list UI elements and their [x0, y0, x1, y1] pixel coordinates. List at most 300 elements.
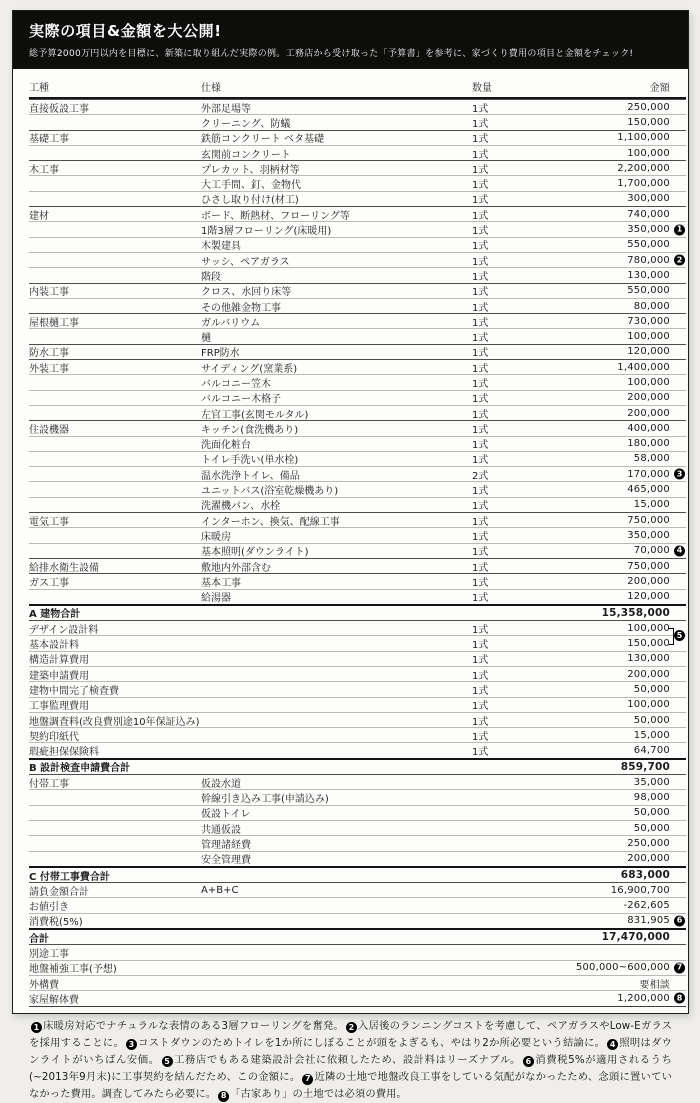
marker-cell: [670, 821, 686, 835]
amount-cell: 730,000: [627, 315, 670, 327]
marker-cell: [670, 131, 686, 145]
marker-cell: [670, 836, 686, 850]
work-type-cell: 屋根樋工事: [29, 317, 79, 329]
quantity-cell: 1式: [472, 455, 489, 467]
table-body: [29, 99, 686, 1007]
amount-cell: 58,000: [633, 453, 670, 465]
amount-cell: 要相談: [639, 979, 670, 991]
work-type-cell: A 建物合計: [29, 609, 81, 621]
amount-cell: 16,900,700: [610, 884, 670, 896]
marker-cell: [670, 375, 686, 389]
footnote-marker-4: 4: [607, 1039, 618, 1050]
quantity-cell: 1式: [472, 256, 489, 268]
marker-cell: [670, 100, 686, 114]
spec-cell: 給湯器: [201, 593, 231, 605]
note-marker-1: 1: [674, 224, 685, 235]
quantity-cell: 1式: [472, 547, 489, 559]
note-marker-7: 7: [674, 962, 685, 973]
amount-cell: 150,000: [627, 638, 670, 650]
marker-cell: [670, 713, 686, 727]
marker-cell: [670, 868, 686, 882]
amount-cell: 120,000: [627, 591, 670, 603]
spec-cell: バルコニー木格子: [201, 394, 281, 406]
marker-cell: [670, 852, 686, 866]
amount-cell: 683,000: [620, 868, 670, 881]
footnote-marker-3: 3: [126, 1039, 137, 1050]
magazine-page: [12, 10, 689, 1101]
col-header-work-type: 工種: [29, 83, 49, 94]
table-row: [29, 681, 686, 696]
table-row: [29, 191, 686, 206]
footnote-marker-5: 5: [162, 1056, 173, 1067]
marker-cell: [670, 961, 686, 975]
quantity-cell: 1式: [472, 440, 489, 452]
quantity-cell: 1式: [472, 685, 489, 697]
work-type-cell: 基本設計料: [29, 640, 79, 652]
work-type-cell: 木工事: [29, 164, 59, 176]
work-type-cell: 工事監理費用: [29, 701, 89, 713]
table-row: [29, 512, 686, 527]
spec-cell: クロス、水回り床等: [201, 287, 292, 299]
amount-cell: 780,000: [627, 254, 670, 266]
table-row: [29, 558, 686, 573]
marker-cell: [670, 544, 686, 558]
spec-cell: 階段: [201, 271, 221, 283]
quantity-cell: 1式: [472, 593, 489, 605]
table-row: [29, 882, 686, 897]
table-row: [29, 451, 686, 466]
work-type-cell: B 設計検査申請費合計: [29, 763, 131, 775]
table-row: [29, 267, 686, 282]
page-title: 実際の項目&金額を大公開!: [29, 22, 222, 40]
work-type-cell: デザイン設計料: [29, 624, 99, 636]
amount-cell: -262,605: [623, 900, 670, 912]
quantity-cell: 1式: [472, 562, 489, 574]
spec-cell: 1階3層フローリング(床暖用): [201, 226, 332, 238]
marker-cell: [670, 253, 686, 267]
amount-cell: 1,700,000: [617, 178, 670, 190]
marker-cell: [670, 760, 686, 774]
quantity-cell: 1式: [472, 670, 489, 682]
note-marker-2: 2: [674, 255, 685, 266]
amount-cell: 15,000: [633, 729, 670, 741]
work-type-cell: 防水工事: [29, 348, 69, 360]
note-marker-5: 5: [674, 630, 685, 641]
footnote-marker-1: 1: [31, 1022, 42, 1033]
table-row: [29, 237, 686, 252]
marker-cell: [670, 467, 686, 481]
amount-cell: 200,000: [627, 407, 670, 419]
amount-cell: 100,000: [627, 622, 670, 634]
work-type-cell: 建物中間完了検査費: [29, 685, 119, 697]
marker-cell: [670, 115, 686, 129]
quantity-cell: 1式: [472, 516, 489, 528]
table-row: [29, 960, 686, 975]
work-type-cell: 外構費: [29, 979, 59, 991]
marker-cell: [670, 930, 686, 944]
amount-cell: 200,000: [627, 853, 670, 865]
spec-cell: 外部足場等: [201, 103, 251, 115]
marker-cell: [670, 914, 686, 928]
amount-cell: 2,200,000: [617, 162, 670, 174]
work-type-cell: 直接仮設工事: [29, 103, 89, 115]
quantity-cell: 1式: [472, 317, 489, 329]
marker-cell: [670, 452, 686, 466]
work-type-cell: 地盤調査料(改良費別途10年保証込み): [29, 716, 200, 728]
quantity-cell: 1式: [472, 363, 489, 375]
table-row: [29, 897, 686, 912]
spec-cell: ユニットバス(浴室乾燥機あり): [201, 486, 339, 498]
marker-cell: [670, 421, 686, 435]
table-row: [29, 420, 686, 435]
work-type-cell: 建築申請費用: [29, 670, 89, 682]
table-row: [29, 497, 686, 512]
quantity-cell: 1式: [472, 640, 489, 652]
table-row: [29, 620, 686, 640]
spec-cell: 基本工事: [201, 577, 241, 589]
quantity-cell: 1式: [472, 731, 489, 743]
table-row: [29, 666, 686, 681]
table-row: [29, 944, 686, 959]
amount-cell: 500,000~600,000: [575, 962, 670, 974]
amount-cell: 1,400,000: [617, 361, 670, 373]
work-type-cell: 内装工事: [29, 287, 69, 299]
footnote-marker-2: 2: [346, 1022, 357, 1033]
marker-cell: [670, 743, 686, 757]
quantity-cell: 1式: [472, 271, 489, 283]
spec-cell: クリーニング、防蟻: [201, 118, 291, 130]
quantity-cell: 1式: [472, 379, 489, 390]
amount-cell: 98,000: [633, 792, 670, 803]
marker-cell: [670, 329, 686, 343]
table-row: [29, 789, 686, 804]
marker-cell: [670, 574, 686, 588]
note-marker-3: 3: [674, 469, 685, 480]
marker-cell: [670, 360, 686, 374]
amount-cell: 50,000: [633, 683, 670, 695]
amount-cell: 250,000: [627, 837, 670, 849]
spec-cell: プレカット、羽柄材等: [201, 164, 300, 176]
table-row: [29, 727, 686, 742]
marker-cell: [670, 976, 686, 990]
work-type-cell: 地盤補強工事(予想): [29, 964, 117, 976]
quantity-cell: 1式: [472, 486, 489, 498]
amount-cell: 550,000: [627, 239, 670, 251]
footnote-marker-8: 8: [218, 1091, 229, 1102]
amount-cell: 100,000: [627, 376, 670, 388]
quantity-cell: 1式: [472, 180, 489, 192]
table-row: [29, 928, 686, 944]
work-type-cell: 家屋解体費: [29, 994, 79, 1006]
table-row: [29, 466, 686, 481]
marker-cell: [670, 146, 686, 160]
table-row: [29, 774, 686, 789]
spec-cell: 管理諸経費: [201, 839, 251, 851]
quantity-cell: 1式: [472, 655, 489, 667]
spec-cell: 木製建具: [201, 241, 241, 253]
spec-cell: 鉄筋コンクリート ベタ基礎: [201, 134, 324, 146]
marker-cell: [670, 636, 686, 650]
marker-cell: [670, 176, 686, 190]
spec-cell: その他雑金物工事: [201, 302, 281, 314]
quantity-cell: 1式: [472, 747, 489, 759]
marker-cell: [670, 482, 686, 496]
amount-cell: 130,000: [627, 269, 670, 281]
marker-cell: [670, 222, 686, 236]
col-header-marker-gutter: [670, 73, 686, 94]
marker-cell: [670, 391, 686, 405]
work-type-cell: 住設機器: [29, 424, 69, 436]
spec-cell: サッシ、ペアガラス: [201, 256, 290, 268]
spec-cell: 仮設トイレ: [201, 809, 251, 821]
spec-cell: バルコニー笠木: [201, 379, 271, 390]
table-row: [29, 481, 686, 496]
marker-cell: [670, 559, 686, 573]
table-row: [29, 742, 686, 757]
amount-cell: 35,000: [633, 776, 670, 788]
amount-cell: 1,100,000: [617, 132, 670, 144]
table-row: [29, 344, 686, 359]
table-row: [29, 145, 686, 160]
amount-cell: 740,000: [627, 208, 670, 220]
table-row: [29, 805, 686, 820]
work-type-cell: 付帯工事: [29, 778, 69, 790]
work-type-cell: 別途工事: [29, 948, 69, 960]
quantity-cell: 1式: [472, 701, 489, 713]
marker-cell: [670, 775, 686, 789]
amount-cell: 64,700: [633, 745, 670, 757]
note-marker-4: 4: [674, 545, 685, 556]
amount-cell: 400,000: [627, 422, 670, 434]
footnotes: 1 床暖房対応でナチュラルな表情のある3層フローリングを奮発。 2 入居後のランニングコストを考慮して、ペアガラスやLow-Eガラスを採用することに。 3 コストダウンのためトイレを1か所にしぼることが頭をよぎるも、やはり2か所必要という結論に。 4 照明はダウンライトがいちばん安価。 5 工務店でもある建築設計会社に依頼したため、設計料はリーズナブル。 6 消費税5%が適用されるうち(~2013年9月末)に工事契約を結んだため、この金額に。 7 近隣の土地で地盤改良工事をしている気配がなかったため、念頭に置いていなかった費用。調査してみたら必要に。 8 「古家あり」の土地では必須の費用。: [29, 1019, 673, 1101]
spec-cell: インターホン、換気、配線工事: [201, 516, 340, 528]
table-row: [29, 114, 686, 129]
marker-cell: [670, 590, 686, 604]
quantity-cell: 1式: [472, 409, 489, 421]
spec-cell: 床暖房: [201, 531, 231, 543]
table-row: [29, 712, 686, 727]
footnote-marker-7: 7: [302, 1074, 313, 1085]
amount-cell: 1,200,000: [617, 992, 670, 1004]
work-type-cell: 給排水衛生設備: [29, 562, 99, 574]
quantity-cell: 1式: [472, 241, 489, 253]
table-row: [29, 758, 686, 774]
amount-cell: 170,000: [627, 468, 670, 480]
marker-cell: [670, 238, 686, 252]
marker-cell: [670, 945, 686, 959]
table-row: [29, 913, 686, 928]
amount-cell: 750,000: [627, 560, 670, 572]
table-row: [29, 283, 686, 298]
spec-cell: 基本照明(ダウンライト): [201, 547, 309, 559]
work-type-cell: 電気工事: [29, 516, 69, 528]
table-row: [29, 635, 686, 650]
col-header-amount: 金額: [649, 83, 670, 94]
quantity-cell: 1式: [472, 134, 489, 146]
amount-cell: 150,000: [627, 116, 670, 128]
spec-cell: ひさし取り付け(材工): [201, 195, 299, 207]
quantity-cell: 1式: [472, 210, 489, 222]
marker-cell: [670, 192, 686, 206]
quantity-cell: 1式: [472, 624, 489, 636]
quantity-cell: 1式: [472, 195, 489, 207]
title-band: [13, 11, 688, 69]
quantity-cell: 1式: [472, 531, 489, 543]
quantity-cell: 1式: [472, 394, 489, 406]
spec-cell: 幹線引き込み工事(申請込み): [201, 794, 329, 806]
table-row: [29, 975, 686, 990]
quantity-cell: 1式: [472, 333, 489, 345]
spec-cell: 敷地内外部含む: [201, 562, 271, 574]
table-row: [29, 328, 686, 343]
spec-cell: 樋: [201, 333, 211, 345]
spec-cell: ボード、断熱材、フローリング等: [201, 210, 350, 222]
spec-cell: キッチン(食洗機あり): [201, 424, 299, 436]
spec-cell: 仮設水道: [201, 778, 241, 790]
amount-cell: 100,000: [627, 331, 670, 343]
amount-cell: 250,000: [627, 101, 670, 113]
work-type-cell: 外装工事: [29, 363, 69, 375]
work-type-cell: 構造計算費用: [29, 655, 89, 667]
work-type-cell: 請負金額合計: [29, 886, 89, 898]
amount-cell: 350,000: [627, 224, 670, 236]
table-row: [29, 175, 686, 190]
work-type-cell: 消費税(5%): [29, 917, 83, 929]
cost-table: [13, 69, 688, 1007]
quantity-cell: 1式: [472, 577, 489, 589]
work-type-cell: C 付帯工事費合計: [29, 871, 110, 883]
marker-cell: [670, 513, 686, 527]
quantity-cell: 1式: [472, 103, 489, 115]
amount-cell: 350,000: [627, 529, 670, 541]
amount-cell: 50,000: [633, 822, 670, 834]
table-row: [29, 160, 686, 175]
table-header-row: [29, 73, 686, 99]
table-row: [29, 206, 686, 221]
marker-cell: [670, 498, 686, 512]
table-row: [29, 436, 686, 451]
spec-cell: A+B+C: [201, 884, 239, 896]
marker-cell: [670, 682, 686, 696]
marker-cell: [670, 991, 686, 1005]
footnote-marker-6: 6: [523, 1056, 534, 1067]
amount-cell: 17,470,000: [601, 931, 670, 944]
quantity-cell: 1式: [472, 302, 489, 314]
table-row: [29, 573, 686, 588]
table-row: [29, 359, 686, 374]
amount-cell: 50,000: [633, 807, 670, 819]
spec-cell: サイディング(窯業系): [201, 363, 298, 375]
marker-cell: [670, 790, 686, 804]
work-type-cell: お値引き: [29, 902, 69, 914]
work-type-cell: 建材: [29, 210, 49, 222]
amount-cell: 200,000: [627, 575, 670, 587]
marker-cell: [670, 284, 686, 298]
table-row: [29, 390, 686, 405]
amount-cell: 200,000: [627, 392, 670, 404]
table-row: [29, 866, 686, 882]
table-row: [29, 527, 686, 542]
marker-cell: [670, 667, 686, 681]
table-row: [29, 990, 686, 1006]
marker-cell: [670, 652, 686, 666]
marker-cell: [670, 161, 686, 175]
amount-cell: 100,000: [627, 699, 670, 711]
quantity-cell: 1式: [472, 164, 489, 176]
spec-cell: ガルバリウム: [201, 317, 261, 329]
spec-cell: FRP防水: [201, 348, 240, 360]
marker-cell: [670, 728, 686, 742]
amount-cell: 859,700: [620, 760, 670, 773]
table-row: [29, 221, 686, 236]
table-row: [29, 298, 686, 313]
table-row: [29, 835, 686, 850]
table-row: [29, 374, 686, 389]
col-header-spec: 仕様: [201, 83, 221, 94]
quantity-cell: 1式: [472, 501, 489, 513]
amount-cell: 750,000: [627, 514, 670, 526]
note-marker-6: 6: [674, 915, 685, 926]
marker-cell: [670, 806, 686, 820]
spec-cell: トイレ手洗い(単水栓): [201, 455, 299, 467]
quantity-cell: 1式: [472, 716, 489, 728]
table-row: [29, 99, 686, 114]
amount-cell: 50,000: [633, 714, 670, 726]
amount-cell: 550,000: [627, 285, 670, 297]
amount-cell: 130,000: [627, 653, 670, 665]
amount-cell: 831,905: [627, 915, 670, 927]
spec-cell: 玄関前コンクリート: [201, 149, 291, 161]
marker-cell: [670, 437, 686, 451]
table-row: [29, 130, 686, 145]
amount-cell: 300,000: [627, 193, 670, 205]
spec-cell: 洗面化粧台: [201, 440, 251, 452]
marker-cell: [670, 621, 686, 640]
table-row: [29, 252, 686, 267]
work-type-cell: 瑕疵担保保険料: [29, 747, 99, 759]
amount-cell: 465,000: [627, 484, 670, 496]
page-subtitle: 総予算2000万円以内を目標に、新築に取り組んだ実際の例。工務店から受け取った「予算書」を参考に、家づくり費用の項目と金額をチェック!: [29, 49, 634, 59]
spec-cell: 安全管理費: [201, 855, 251, 867]
spec-cell: 共通仮設: [201, 824, 241, 836]
marker-cell: [670, 314, 686, 328]
amount-cell: 200,000: [627, 668, 670, 680]
amount-cell: 80,000: [633, 300, 670, 312]
work-type-cell: 契約印紙代: [29, 731, 79, 743]
marker-cell: [670, 883, 686, 897]
table-row: [29, 589, 686, 604]
work-type-cell: 合計: [29, 933, 49, 945]
amount-cell: 70,000: [633, 545, 670, 557]
quantity-cell: 1式: [472, 226, 489, 238]
spec-cell: 温水洗浄トイレ、備品: [201, 470, 300, 482]
quantity-cell: 1式: [472, 149, 489, 161]
marker-cell: [670, 528, 686, 542]
marker-cell: [670, 345, 686, 359]
table-row: [29, 543, 686, 558]
spec-cell: 左官工事(玄関モルタル): [201, 409, 309, 421]
spec-cell: 大工手間、釘、金物代: [201, 180, 301, 192]
marker-cell: [670, 299, 686, 313]
quantity-cell: 1式: [472, 287, 489, 299]
quantity-cell: 1式: [472, 424, 489, 436]
marker-cell: [670, 207, 686, 221]
table-row: [29, 604, 686, 620]
table-row: [29, 851, 686, 866]
quantity-cell: 1式: [472, 118, 489, 130]
work-type-cell: 基礎工事: [29, 134, 69, 146]
work-type-cell: ガス工事: [29, 577, 69, 589]
